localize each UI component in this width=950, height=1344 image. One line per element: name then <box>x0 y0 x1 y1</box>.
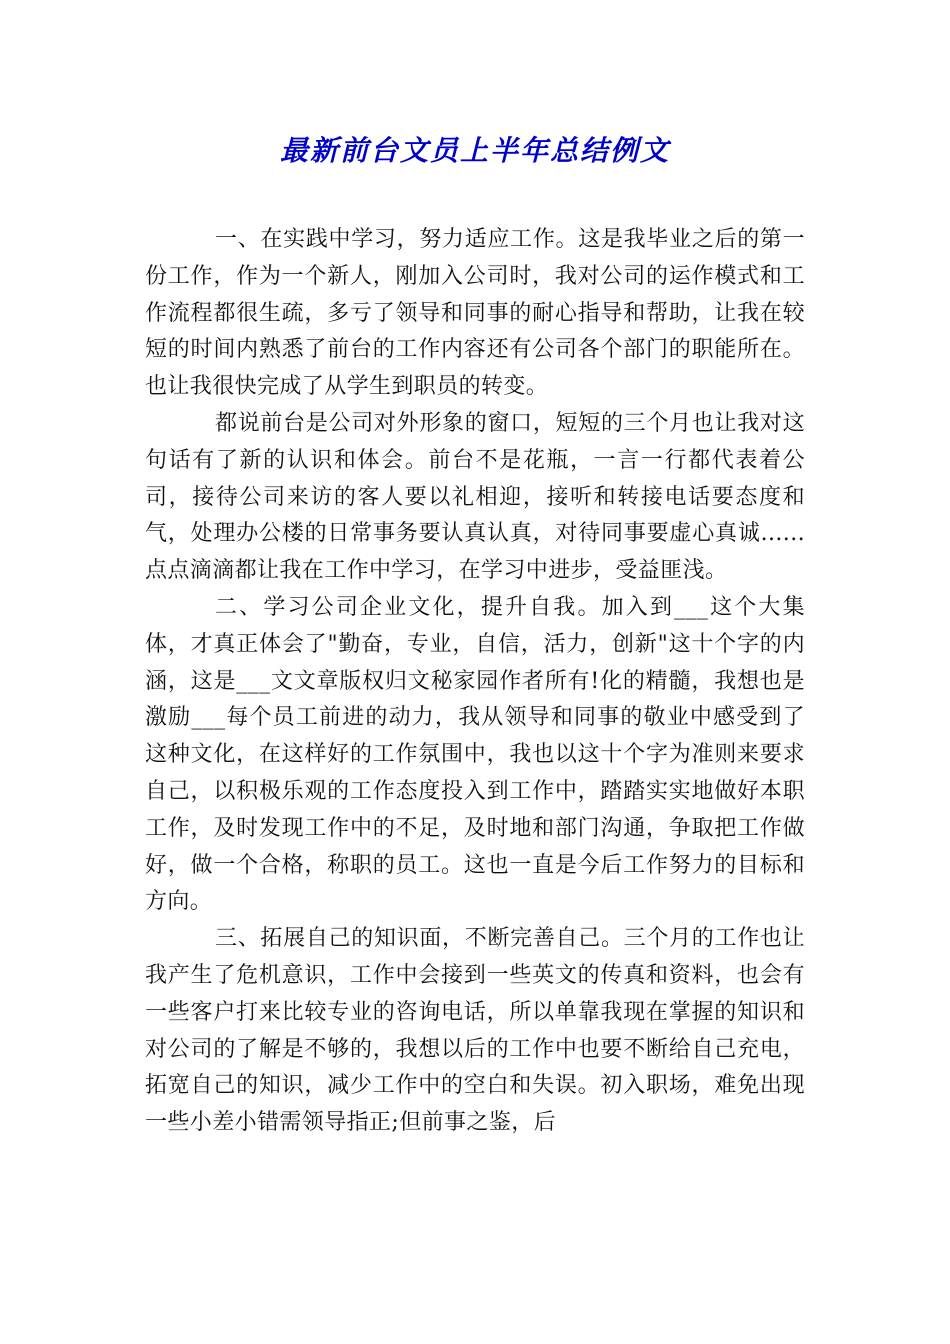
paragraph-1: 一、在实践中学习，努力适应工作。这是我毕业之后的第一份工作，作为一个新人，刚加入公司时，我对公司的运作模式和工作流程都很生疏，多亏了领导和同事的耐心指导和帮助，让我在较短的时间内熟悉了前台的工作内容还有公司各个部门的职能所在。也让我很快完成了从学生到职员的转变。 <box>145 227 805 400</box>
document-body <box>145 222 805 1142</box>
paragraph-2: 都说前台是公司对外形象的窗口，短短的三个月也让我对这句话有了新的认识和体会。前台不是花瓶，一言一行都代表着公司，接待公司来访的客人要以礼相迎，接听和转接电话要态度和气，处理办公楼的日常事务要认真认真，对待同事要虚心真诚......点点滴滴都让我在工作中学习，在学习中进步，受益匪浅。 <box>145 410 805 584</box>
document-title: 最新前台文员上半年总结例文 <box>279 134 670 167</box>
paragraph-3: 二、学习公司企业文化，提升自我。加入到___这个大集体，才真正体会了"勤奋，专业，自信，活力，创新"这十个字的内涵，这是___文文章版权归文秘家园作者所有!化的精髓，我想也是激励___每个员工前进的动力，我从领导和同事的敬业中感受到了这种文化，在这样好的工作氛围中，我也以这十个字为准则来要求自己，以积极乐观的工作态度投入到工作中，踏踏实实地做好本职工作，及时发现工作中的不足，及时地和部门沟通，争取把工作做好，做一个合格，称职的员工。这也一直是今后工作努力的目标和方向。 <box>145 594 805 915</box>
paragraph-4: 三、拓展自己的知识面，不断完善自己。三个月的工作也让我产生了危机意识，工作中会接到一些英文的传真和资料，也会有一些客户打来比较专业的咨询电话，所以单靠我现在掌握的知识和对公司的了解是不够的，我想以后的工作中也要不断给自己充电，拓宽自己的知识，减少工作中的空白和失误。初入职场，难免出现一些小差小错需领导指正;但前事之鉴，后 <box>145 926 805 1136</box>
